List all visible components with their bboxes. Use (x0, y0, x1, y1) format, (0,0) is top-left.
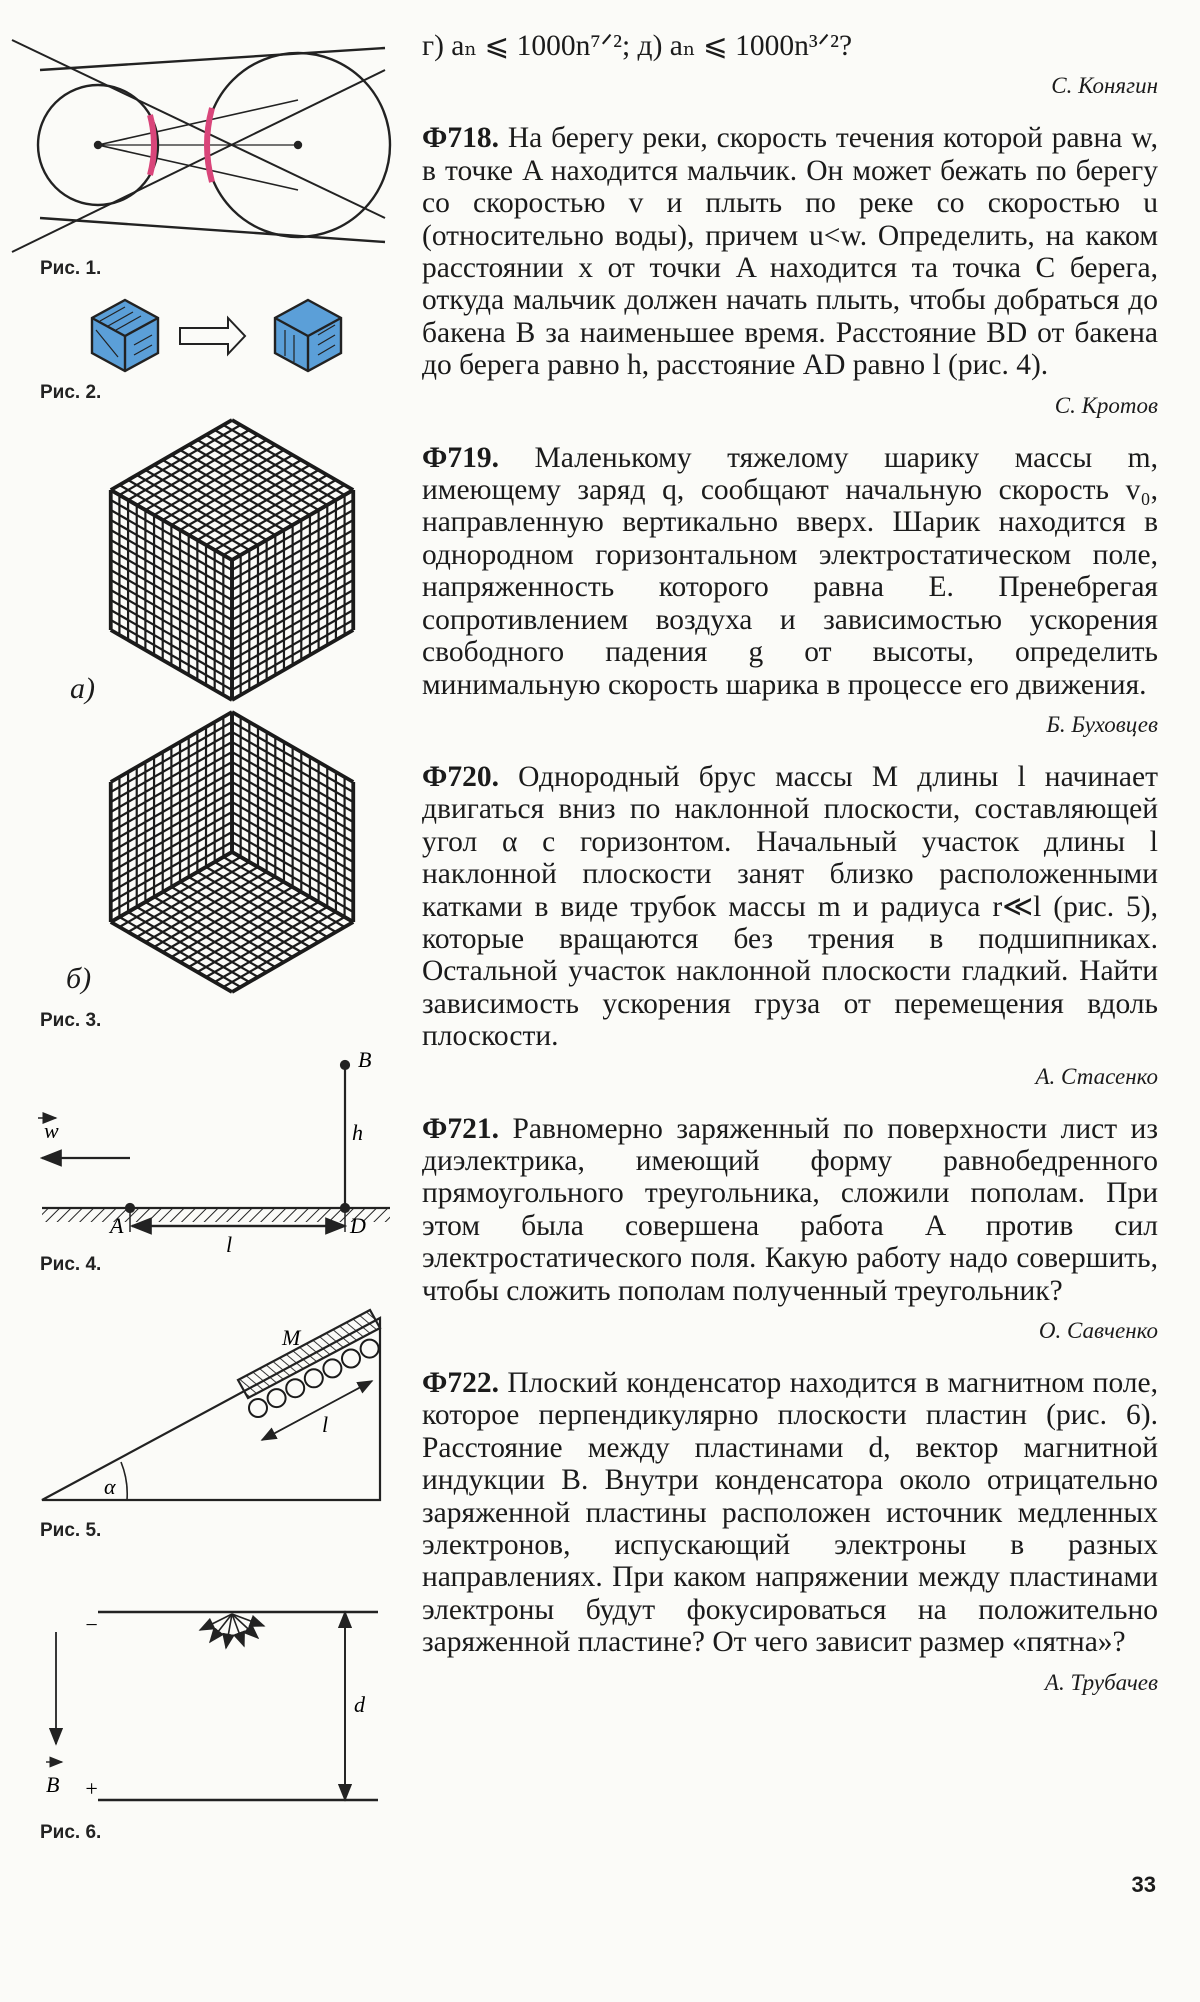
figure-1-caption: Рис. 1. (40, 258, 102, 279)
problems-column (422, 30, 1158, 1697)
figure-3-caption: Рис. 3. (40, 1010, 102, 1031)
figure-5-caption: Рис. 5. (40, 1520, 102, 1541)
previous-problem-continuation: г) aₙ ⩽ 1000n⁷ᐟ²; д) aₙ ⩽ 1000n³ᐟ²? (422, 30, 853, 62)
fig4-label-A: A (110, 1213, 124, 1238)
problem-text: Равномерно заряженный по поверхности лист из диэлектрика, имеющий форму равнобедренного прямоугольного треугольника, сложили пополам. При этом была совершена работа A против сил электростатического поля. Какую работу надо совершить, чтобы сложить пополам полученный треугольник? (422, 1112, 1158, 1307)
previous-problem-author: С. Конягин (1051, 73, 1158, 99)
problem-719 (422, 442, 1158, 739)
figure-2-caption: Рис. 2. (40, 382, 102, 403)
fig6-label-plus: + (84, 1776, 99, 1801)
fig4-label-l: l (226, 1232, 233, 1257)
page-number: 33 (1131, 1872, 1156, 1897)
problem-722 (422, 1367, 1158, 1697)
problem-number: Ф718. (422, 122, 499, 155)
problem-text: Маленькому тяжелому шарику массы m, имеющему заряд q, сообщают начальную скорость v₀, направленную вертикально вверх. Шарик находится в однородном горизонтальном электростатическом поле, напряженность которого равна E. Пренебрегая сопротивлением воздуха и зависимостью ускорения свободного падения g от высоты, определить минимальную скорость шарика в процессе его движения. (422, 441, 1158, 701)
fig6-label-d: d (354, 1692, 365, 1717)
problem-text: На берегу реки, скорость течения которой равна w, в точке A находится мальчик. Он может бежать по берегу со скоростью v и плыть по реке со скоростью u (относительно воды), причем u<w. Определить, на каком расстоянии x от точки A находится та точка C берега, откуда мальчик должен начать плыть, чтобы добраться до бакена B за наименьшее время. Расстояние BD от бакена до берега равно h, расстояние AD равно l (рис. 4). (422, 122, 1158, 382)
figure-1-tangent-circles (12, 40, 390, 252)
figure-6-capacitor (46, 1612, 378, 1800)
figure-2-cubes (92, 300, 341, 371)
problem-720 (422, 761, 1158, 1091)
fig5-label-l: l (322, 1412, 329, 1437)
problem-text: Однородный брус массы M длины l начинает двигаться вниз по наклонной плоскости, составляющей угол α с горизонтом. Начальный участок длины l наклонной плоскости занят близко расположенными катками в виде трубок массы m и радиуса r≪l (рис. 5), которые вращаются без трения в подшипниках. Остальной участок наклонной плоскости гладкий. Найти зависимость ускорения груза от перемещения вдоль плоскости. (422, 760, 1158, 1053)
problem-721 (422, 1113, 1158, 1345)
figure-4-caption: Рис. 4. (40, 1254, 102, 1275)
fig6-label-B: B (46, 1772, 60, 1797)
problem-number: Ф719. (422, 441, 499, 474)
problem-author: А. Стасенко (1035, 1063, 1158, 1089)
problem-number: Ф720. (422, 760, 499, 793)
figure-5-incline (42, 1310, 380, 1500)
fig4-label-D: D (350, 1213, 366, 1238)
fig6-label-minus: − (84, 1612, 99, 1637)
problem-text: Плоский конденсатор находится в магнитном поле, которое перпендикулярно плоскости пластин (рис. 6). Расстояние между пластинами d, вектор магнитной индукции B. Внутри конденсатора около отрицательно заряженной пластины расположен источник медленных электронов, испускающий электроны в разных направлениях. При каком напряжении между пластинами электроны будут фокусироваться на положительно заряженной пластине? От чего зависит размер «пятна»? (422, 1367, 1158, 1659)
figure-4-river-bank (38, 1061, 390, 1232)
figure-3b-label: б) (66, 962, 92, 995)
problem-author: О. Савченко (1038, 1318, 1158, 1343)
fig5-label-M: M (282, 1325, 301, 1350)
problem-718 (422, 122, 1158, 419)
figure-3a-grid-cube (111, 420, 353, 700)
figure-6-caption: Рис. 6. (40, 1822, 102, 1843)
fig4-label-B: B (358, 1047, 372, 1072)
fig5-label-alpha: α (104, 1474, 116, 1499)
problem-author: С. Кротов (1054, 392, 1158, 418)
problem-number: Ф722. (422, 1367, 499, 1399)
figure-3a-label: а) (70, 672, 95, 705)
fig4-label-w: w (44, 1118, 59, 1143)
problem-author: Б. Буховцев (1046, 711, 1158, 737)
problem-number: Ф721. (422, 1112, 499, 1145)
figure-3b-grid-cube (111, 712, 353, 992)
fig4-label-h: h (352, 1120, 363, 1145)
problem-author: А. Трубачев (1044, 1669, 1158, 1695)
